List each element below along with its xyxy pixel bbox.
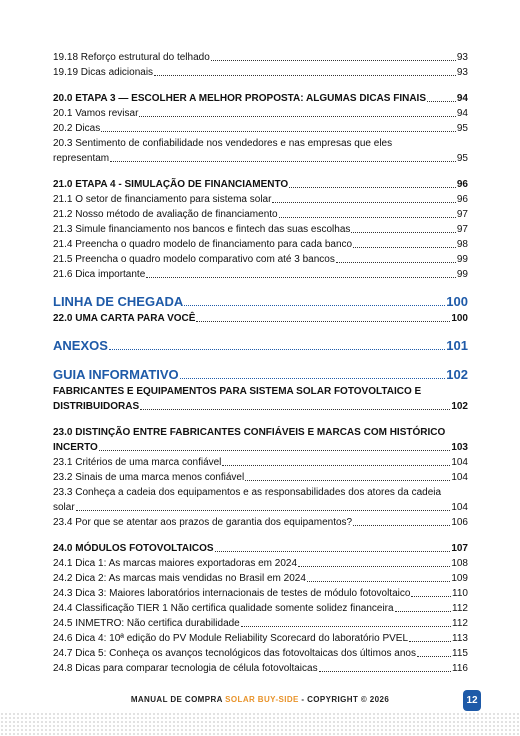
- toc-entry[interactable]: 24.1 Dica 1: As marcas maiores exportadoras em 2024 108: [53, 558, 468, 569]
- toc-entry[interactable]: 24.8 Dicas para comparar tecnologia de célula fotovoltaicas 116: [53, 663, 468, 674]
- toc-entry[interactable]: 23.3 Conheça a cadeia dos equipamentos e as responsabilidades dos atores da cadeia solar 104: [53, 487, 468, 513]
- toc-entry[interactable]: 24.4 Classificação TIER 1 Não certifica qualidade somente solidez financeira 112: [53, 603, 468, 614]
- toc-part-heading[interactable]: ANEXOS 101: [53, 338, 468, 353]
- toc-section-heading[interactable]: 23.0 DISTINÇÃO ENTRE FABRICANTES CONFIÁVEIS E MARCAS COM HISTÓRICO INCERTO 103: [53, 427, 468, 453]
- footer-copyright: MANUAL DE COMPRA SOLAR BUY-SIDE - COPYRIGHT © 2026: [130, 695, 390, 704]
- toc-section-heading[interactable]: 20.0 ETAPA 3 — ESCOLHER A MELHOR PROPOSTA: ALGUMAS DICAS FINAIS 94: [53, 93, 468, 104]
- toc-entry[interactable]: 23.1 Critérios de uma marca confiável 104: [53, 457, 468, 468]
- toc-entry[interactable]: 21.2 Nosso método de avaliação de financiamento 97: [53, 209, 468, 220]
- toc-section-heading[interactable]: 22.0 UMA CARTA PARA VOCÊ 100: [53, 313, 468, 324]
- toc-section-heading[interactable]: 21.0 ETAPA 4 - SIMULAÇÃO DE FINANCIAMENTO 96: [53, 179, 468, 190]
- toc-entry[interactable]: 21.5 Preencha o quadro modelo comparativo com até 3 bancos 99: [53, 254, 468, 265]
- toc-entry[interactable]: 20.2 Dicas 95: [53, 123, 468, 134]
- toc-part-heading[interactable]: LINHA DE CHEGADA 100: [53, 294, 468, 309]
- decorative-dot-pattern: [0, 712, 520, 736]
- page-number-badge: 12: [463, 690, 481, 711]
- toc-entry[interactable]: 24.7 Dica 5: Conheça os avanços tecnológicos das fotovoltaicas dos últimos anos 115: [53, 648, 468, 659]
- toc-section-heading[interactable]: 24.0 MÓDULOS FOTOVOLTAICOS 107: [53, 543, 468, 554]
- toc-entry[interactable]: 24.6 Dica 4: 10ª edição do PV Module Reliability Scorecard do laboratório PVEL 113: [53, 633, 468, 644]
- toc-entry[interactable]: 20.1 Vamos revisar 94: [53, 108, 468, 119]
- footer-brand: SOLAR BUY-SIDE: [225, 695, 299, 704]
- toc-entry[interactable]: 24.5 INMETRO: Não certifica durabilidade 112: [53, 618, 468, 629]
- toc-entry[interactable]: 21.6 Dica importante 99: [53, 269, 468, 280]
- table-of-contents: [53, 50, 468, 676]
- toc-entry[interactable]: 24.3 Dica 3: Maiores laboratórios internacionais de testes de módulo fotovoltaico 110: [53, 588, 468, 599]
- toc-entry[interactable]: 21.4 Preencha o quadro modelo de financiamento para cada banco 98: [53, 239, 468, 250]
- toc-entry[interactable]: 19.19 Dicas adicionais 93: [53, 67, 468, 78]
- toc-entry[interactable]: 23.2 Sinais de uma marca menos confiável 104: [53, 472, 468, 483]
- toc-section-heading[interactable]: FABRICANTES E EQUIPAMENTOS PARA SISTEMA SOLAR FOTOVOLTAICO E DISTRIBUIDORAS 102: [53, 386, 468, 412]
- toc-part-heading[interactable]: GUIA INFORMATIVO 102: [53, 367, 468, 382]
- toc-entry[interactable]: 20.3 Sentimento de confiabilidade nos vendedores e nas empresas que eles representam 95: [53, 138, 468, 164]
- page-footer: [0, 690, 520, 712]
- toc-entry[interactable]: 19.18 Reforço estrutural do telhado 93: [53, 52, 468, 63]
- toc-entry[interactable]: 23.4 Por que se atentar aos prazos de garantia dos equipamentos? 106: [53, 517, 468, 528]
- toc-entry[interactable]: 24.2 Dica 2: As marcas mais vendidas no Brasil em 2024 109: [53, 573, 468, 584]
- toc-entry[interactable]: 21.3 Simule financiamento nos bancos e fintech das suas escolhas 97: [53, 224, 468, 235]
- toc-entry[interactable]: 21.1 O setor de financiamento para sistema solar 96: [53, 194, 468, 205]
